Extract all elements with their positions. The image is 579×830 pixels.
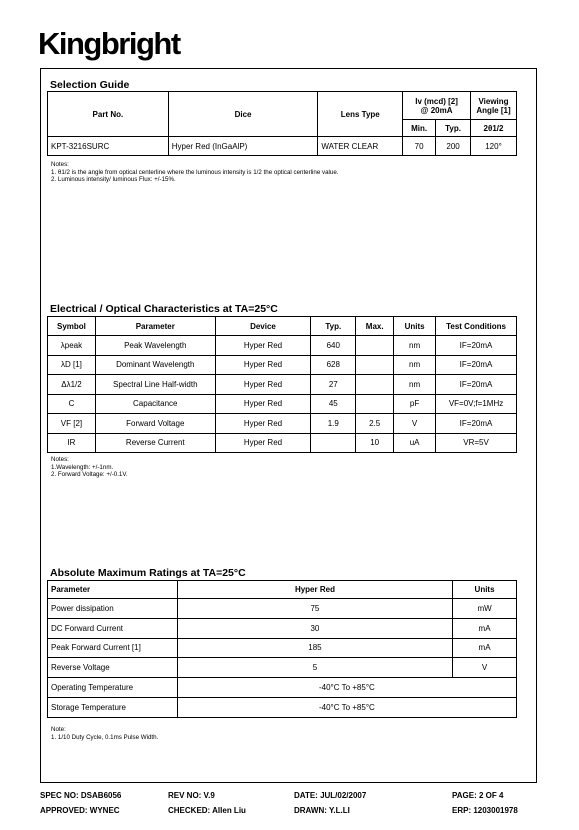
electrical-notes	[51, 456, 128, 479]
table-row	[48, 375, 517, 395]
table-row	[48, 599, 517, 619]
header-units: Units	[453, 581, 517, 599]
units-cell: mA	[453, 618, 517, 638]
header-dice: Dice	[168, 92, 318, 137]
iv-min-cell: 70	[403, 137, 436, 156]
table-row	[48, 678, 517, 698]
value-cell: 185	[177, 638, 452, 658]
header-device: Device	[215, 317, 311, 336]
units-cell: V	[453, 658, 517, 678]
dice-cell: Hyper Red (InGaAlP)	[168, 137, 318, 156]
approved-by: APPROVED: WYNEC	[40, 806, 120, 815]
header-typ: Typ.	[311, 317, 356, 336]
value-cell: 5	[177, 658, 452, 678]
typ-cell	[311, 433, 356, 453]
condition-cell: IF=20mA	[436, 355, 517, 375]
symbol-cell: λpeak	[48, 336, 96, 356]
electrical-title: Electrical / Optical Characteristics at TA=25°C	[50, 303, 278, 315]
parameter-cell: DC Forward Current	[48, 618, 178, 638]
rev-no: REV NO: V.9	[168, 791, 215, 800]
parameter-cell: Operating Temperature	[48, 678, 178, 698]
parameter-cell: Dominant Wavelength	[95, 355, 215, 375]
note-line: Note:	[51, 726, 66, 733]
parameter-cell: Reverse Voltage	[48, 658, 178, 678]
device-cell: Hyper Red	[215, 394, 311, 414]
table-row	[48, 336, 517, 356]
typ-cell: 45	[311, 394, 356, 414]
parameter-cell: Forward Voltage	[95, 414, 215, 434]
selection-guide-table	[47, 91, 517, 156]
absolute-ratings-table	[47, 580, 517, 718]
header-iv-condition: @ 20mA	[420, 105, 453, 115]
device-cell: Hyper Red	[215, 336, 311, 356]
selection-guide-title: Selection Guide	[50, 79, 130, 91]
header-viewing-angle	[471, 92, 517, 120]
condition-cell: IF=20mA	[436, 375, 517, 395]
note-line: Notes:	[51, 161, 69, 168]
viewing-angle-cell: 120°	[471, 137, 517, 156]
symbol-cell: VF [2]	[48, 414, 96, 434]
units-cell: nm	[394, 336, 436, 356]
units-cell: nm	[394, 355, 436, 375]
max-cell	[356, 394, 394, 414]
header-iv-label: Iv (mcd) [2]	[415, 96, 458, 106]
value-cell: 75	[177, 599, 452, 619]
kingbright-logo: Kingbright	[38, 26, 180, 61]
parameter-cell: Power dissipation	[48, 599, 178, 619]
drawn-by: DRAWN: Y.L.LI	[294, 806, 350, 815]
table-row	[48, 658, 517, 678]
max-cell	[356, 375, 394, 395]
header-theta: 2θ1/2	[471, 120, 517, 137]
max-cell	[356, 355, 394, 375]
device-cell: Hyper Red	[215, 375, 311, 395]
parameter-cell: Peak Forward Current [1]	[48, 638, 178, 658]
device-cell: Hyper Red	[215, 433, 311, 453]
symbol-cell: Δλ1/2	[48, 375, 96, 395]
units-cell: uA	[394, 433, 436, 453]
header-hyper-red: Hyper Red	[177, 581, 452, 599]
device-cell: Hyper Red	[215, 414, 311, 434]
note-line: 1. 1/10 Duty Cycle, 0.1ms Pulse Width.	[51, 733, 159, 741]
condition-cell: VF=0V;f=1MHz	[436, 394, 517, 414]
table-row	[48, 414, 517, 434]
units-cell: mA	[453, 638, 517, 658]
table-row	[48, 137, 517, 156]
header-typ: Typ.	[436, 120, 471, 137]
header-parameter: Parameter	[95, 317, 215, 336]
header-angle-label: Angle [1]	[476, 105, 511, 115]
spec-no: SPEC NO: DSAB6056	[40, 791, 122, 800]
condition-cell: VR=5V	[436, 433, 517, 453]
value-cell: -40°C To +85°C	[177, 697, 516, 717]
condition-cell: IF=20mA	[436, 336, 517, 356]
table-row	[48, 433, 517, 453]
header-parameter: Parameter	[48, 581, 178, 599]
note-line: 2. Forward Voltage: +/-0.1V.	[51, 471, 128, 479]
condition-cell: IF=20mA	[436, 414, 517, 434]
page-number: PAGE: 2 OF 4	[452, 791, 504, 800]
iv-typ-cell: 200	[436, 137, 471, 156]
table-row	[48, 618, 517, 638]
erp-number: ERP: 1203001978	[452, 806, 518, 815]
header-lens-type: Lens Type	[318, 92, 403, 137]
part-no-cell: KPT-3216SURC	[48, 137, 169, 156]
note-line: 1. θ1/2 is the angle from optical centerline where the luminous intensity is 1/2 the optical centerline value.	[51, 168, 339, 176]
header-iv	[403, 92, 471, 120]
selection-notes	[51, 161, 339, 184]
header-part-no: Part No.	[48, 92, 169, 137]
units-cell: V	[394, 414, 436, 434]
header-viewing-label: Viewing	[478, 96, 509, 106]
note-line: Notes:	[51, 456, 69, 463]
value-cell: 30	[177, 618, 452, 638]
max-cell	[356, 336, 394, 356]
parameter-cell: Capacitance	[95, 394, 215, 414]
units-cell: pF	[394, 394, 436, 414]
parameter-cell: Peak Wavelength	[95, 336, 215, 356]
absolute-title: Absolute Maximum Ratings at TA=25°C	[50, 567, 246, 579]
typ-cell: 1.9	[311, 414, 356, 434]
typ-cell: 628	[311, 355, 356, 375]
symbol-cell: IR	[48, 433, 96, 453]
electrical-table	[47, 316, 517, 453]
date: DATE: JUL/02/2007	[294, 791, 367, 800]
note-line: 1.Wavelength: +/-1nm.	[51, 463, 114, 471]
header-min: Min.	[403, 120, 436, 137]
header-symbol: Symbol	[48, 317, 96, 336]
header-test-conditions: Test Conditions	[436, 317, 517, 336]
value-cell: -40°C To +85°C	[177, 678, 516, 698]
max-cell: 10	[356, 433, 394, 453]
table-row	[48, 355, 517, 375]
note-line: 2. Luminous intensity/ luminous Flux: +/-15%.	[51, 176, 176, 184]
header-max: Max.	[356, 317, 394, 336]
table-row	[48, 394, 517, 414]
typ-cell: 27	[311, 375, 356, 395]
typ-cell: 640	[311, 336, 356, 356]
table-row	[48, 697, 517, 717]
parameter-cell: Storage Temperature	[48, 697, 178, 717]
header-units: Units	[394, 317, 436, 336]
max-cell: 2.5	[356, 414, 394, 434]
symbol-cell: λD [1]	[48, 355, 96, 375]
symbol-cell: C	[48, 394, 96, 414]
absolute-notes	[51, 726, 158, 741]
parameter-cell: Reverse Current	[95, 433, 215, 453]
parameter-cell: Spectral Line Half-width	[95, 375, 215, 395]
device-cell: Hyper Red	[215, 355, 311, 375]
table-row	[48, 638, 517, 658]
units-cell: nm	[394, 375, 436, 395]
units-cell: mW	[453, 599, 517, 619]
checked-by: CHECKED: Allen Liu	[168, 806, 246, 815]
lens-type-cell: WATER CLEAR	[318, 137, 403, 156]
